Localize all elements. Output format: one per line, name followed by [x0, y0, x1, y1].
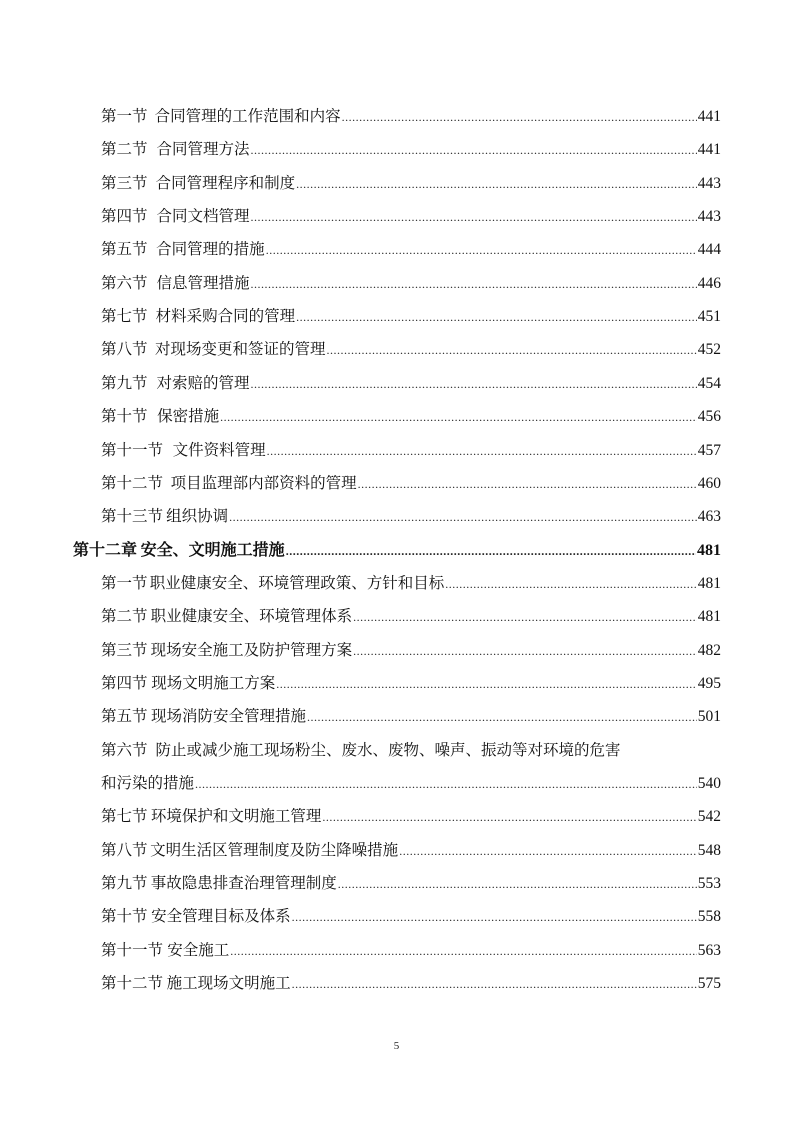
entry-label: 第三节 — [101, 174, 148, 192]
toc-section-entry[interactable] — [101, 367, 721, 400]
entry-label: 第五节 — [101, 708, 148, 726]
entry-page-number: 444 — [697, 241, 721, 259]
dot-leader — [296, 167, 697, 201]
entry-page-number: 452 — [697, 341, 721, 359]
entry-page-number: 495 — [697, 674, 721, 692]
entry-label: 第四节 — [101, 208, 148, 226]
dot-leader — [353, 600, 697, 634]
toc-section-entry[interactable] — [101, 300, 721, 333]
entry-page-number: 558 — [697, 908, 721, 926]
entry-title: 现场文明施工方案 — [151, 674, 276, 692]
entry-label: 第八节 — [101, 341, 148, 359]
entry-title: 对现场变更和签证的管理 — [154, 341, 326, 359]
entry-page-number: 454 — [697, 374, 721, 392]
entry-page-number: 482 — [697, 641, 721, 659]
entry-label: 第七节 — [101, 808, 148, 826]
toc-section-entry[interactable] — [101, 867, 721, 900]
toc-section-entry[interactable] — [101, 434, 721, 467]
toc-section-entry[interactable] — [101, 967, 721, 1000]
page-number: 5 — [393, 1040, 400, 1052]
toc-section-entry[interactable] — [101, 333, 721, 366]
entry-label: 第三节 — [101, 641, 148, 659]
entry-page-number: 457 — [697, 441, 721, 459]
entry-label: 第二节 — [101, 141, 148, 159]
entry-title: 防止或减少施工现场粉尘、废水、废物、噪声、振动等对环境的危害 — [155, 741, 621, 759]
entry-label: 第一节 — [101, 108, 148, 125]
entry-page-number: 542 — [697, 808, 721, 826]
toc-section-entry[interactable] — [101, 233, 721, 266]
entry-title: 事故隐患排查治理管理制度 — [150, 875, 337, 893]
entry-title: 材料采购合同的管理 — [155, 308, 296, 326]
entry-title: 对索赔的管理 — [156, 374, 250, 392]
toc-section-entry[interactable] — [101, 467, 721, 500]
toc-section-entry[interactable] — [101, 700, 721, 733]
toc-section-entry[interactable] — [101, 500, 721, 533]
dot-leader — [266, 233, 697, 267]
entry-label: 第九节 — [101, 875, 148, 893]
entry-title: 安全施工 — [167, 941, 230, 959]
entry-label: 第一节 — [101, 574, 148, 592]
dot-leader — [251, 200, 697, 234]
toc-section-entry[interactable] — [101, 734, 721, 767]
dot-leader — [267, 434, 697, 468]
dot-leader — [251, 133, 697, 167]
entry-label: 第十一节 — [101, 941, 164, 959]
dot-leader — [338, 867, 697, 901]
dot-leader — [220, 400, 697, 434]
entry-title: 文明生活区管理制度及防尘降噪措施 — [150, 841, 399, 859]
dot-leader — [358, 467, 697, 501]
entry-page-number: 443 — [697, 174, 721, 192]
entry-label: 第六节 — [101, 741, 148, 759]
toc-section-entry[interactable] — [101, 900, 721, 933]
entry-title: 组织协调 — [166, 508, 229, 526]
entry-page-number: 463 — [697, 508, 721, 526]
entry-title: 文件资料管理 — [172, 441, 266, 459]
entry-title: 安全、文明施工措施 — [140, 541, 285, 559]
entry-page-number: 456 — [697, 408, 721, 426]
dot-leader — [307, 700, 697, 734]
dot-leader — [276, 667, 696, 701]
entry-page-number: 563 — [697, 941, 721, 959]
toc-section-entry[interactable] — [101, 667, 721, 700]
entry-title: 安全管理目标及体系 — [151, 908, 291, 926]
entry-title: 现场安全施工及防护管理方案 — [150, 641, 353, 659]
entry-title: 合同管理方法 — [156, 141, 250, 159]
toc-section-entry[interactable] — [101, 834, 721, 867]
toc-section-entry[interactable] — [101, 600, 721, 633]
entry-page-number: 575 — [697, 975, 721, 993]
dot-leader — [322, 800, 696, 834]
dot-leader — [292, 900, 697, 934]
dot-leader — [292, 967, 697, 1001]
dot-leader — [251, 267, 697, 301]
entry-page-number: 481 — [697, 608, 721, 626]
entry-page-number: 441 — [697, 141, 721, 159]
entry-page-number: 451 — [697, 308, 721, 326]
entry-label: 第六节 — [101, 274, 148, 292]
toc-section-entry[interactable] — [101, 133, 721, 166]
dot-leader — [326, 333, 696, 367]
entry-label: 第二节 — [101, 608, 148, 626]
toc-section-entry[interactable] — [101, 934, 721, 967]
toc-section-entry[interactable] — [101, 634, 721, 667]
dot-leader — [251, 367, 697, 401]
entry-title: 职业健康安全、环境管理政策、方针和目标 — [149, 574, 445, 592]
entry-page-number: 548 — [697, 841, 721, 859]
entry-title: 信息管理措施 — [156, 274, 250, 292]
entry-page-number: 553 — [697, 875, 721, 893]
toc-section-entry[interactable] — [101, 800, 721, 833]
toc-chapter-entry[interactable] — [73, 534, 721, 567]
toc-section-entry[interactable] — [101, 100, 721, 133]
entry-label: 第十二节 — [101, 975, 164, 993]
entry-page-number: 501 — [697, 708, 721, 726]
toc-section-entry[interactable] — [101, 767, 721, 800]
entry-page-number: 446 — [697, 274, 721, 292]
entry-page-number: 441 — [697, 108, 721, 125]
entry-title: 合同文档管理 — [156, 208, 250, 226]
entry-title: 合同管理程序和制度 — [155, 174, 296, 192]
toc-section-entry[interactable] — [101, 167, 721, 200]
entry-label: 第九节 — [101, 374, 148, 392]
entry-page-number: 481 — [697, 541, 721, 559]
dot-leader — [296, 300, 697, 334]
entry-title: 保密措施 — [157, 408, 220, 426]
toc-section-entry[interactable] — [101, 267, 721, 300]
entry-title: 和污染的措施 — [101, 775, 195, 792]
entry-title: 现场消防安全管理措施 — [151, 708, 307, 726]
entry-label: 第十三节 — [101, 508, 164, 526]
dot-leader — [229, 500, 697, 534]
entry-page-number: 481 — [697, 574, 721, 592]
dot-leader — [445, 567, 696, 601]
entry-title: 合同管理的工作范围和内容 — [154, 108, 341, 125]
entry-title: 项目监理部内部资料的管理 — [170, 474, 357, 492]
entry-label: 第五节 — [101, 241, 148, 259]
entry-label: 第十一节 — [101, 441, 164, 459]
entry-label: 第十二节 — [101, 474, 164, 492]
dot-leader — [230, 934, 697, 968]
entry-title: 施工现场文明施工 — [166, 975, 291, 993]
entry-page-number: 460 — [697, 474, 721, 492]
entry-title: 合同管理的措施 — [156, 241, 265, 259]
entry-page-number: 540 — [697, 775, 721, 792]
toc-section-entry[interactable] — [101, 400, 721, 433]
dot-leader — [399, 834, 697, 868]
dot-leader — [353, 634, 697, 668]
entry-title: 职业健康安全、环境管理体系 — [150, 608, 353, 626]
toc-section-entry[interactable] — [101, 200, 721, 233]
dot-leader — [342, 100, 697, 134]
entry-title: 环境保护和文明施工管理 — [150, 808, 322, 826]
entry-label: 第八节 — [101, 841, 148, 859]
toc-section-entry[interactable] — [101, 567, 721, 600]
entry-page-number: 443 — [697, 208, 721, 226]
dot-leader — [195, 767, 697, 801]
entry-label: 第七节 — [101, 308, 148, 326]
entry-label: 第四节 — [101, 674, 148, 692]
entry-label: 第十节 — [101, 908, 148, 926]
entry-label: 第十二章 — [73, 541, 138, 559]
entry-label: 第十节 — [101, 408, 148, 426]
dot-leader — [286, 534, 696, 568]
